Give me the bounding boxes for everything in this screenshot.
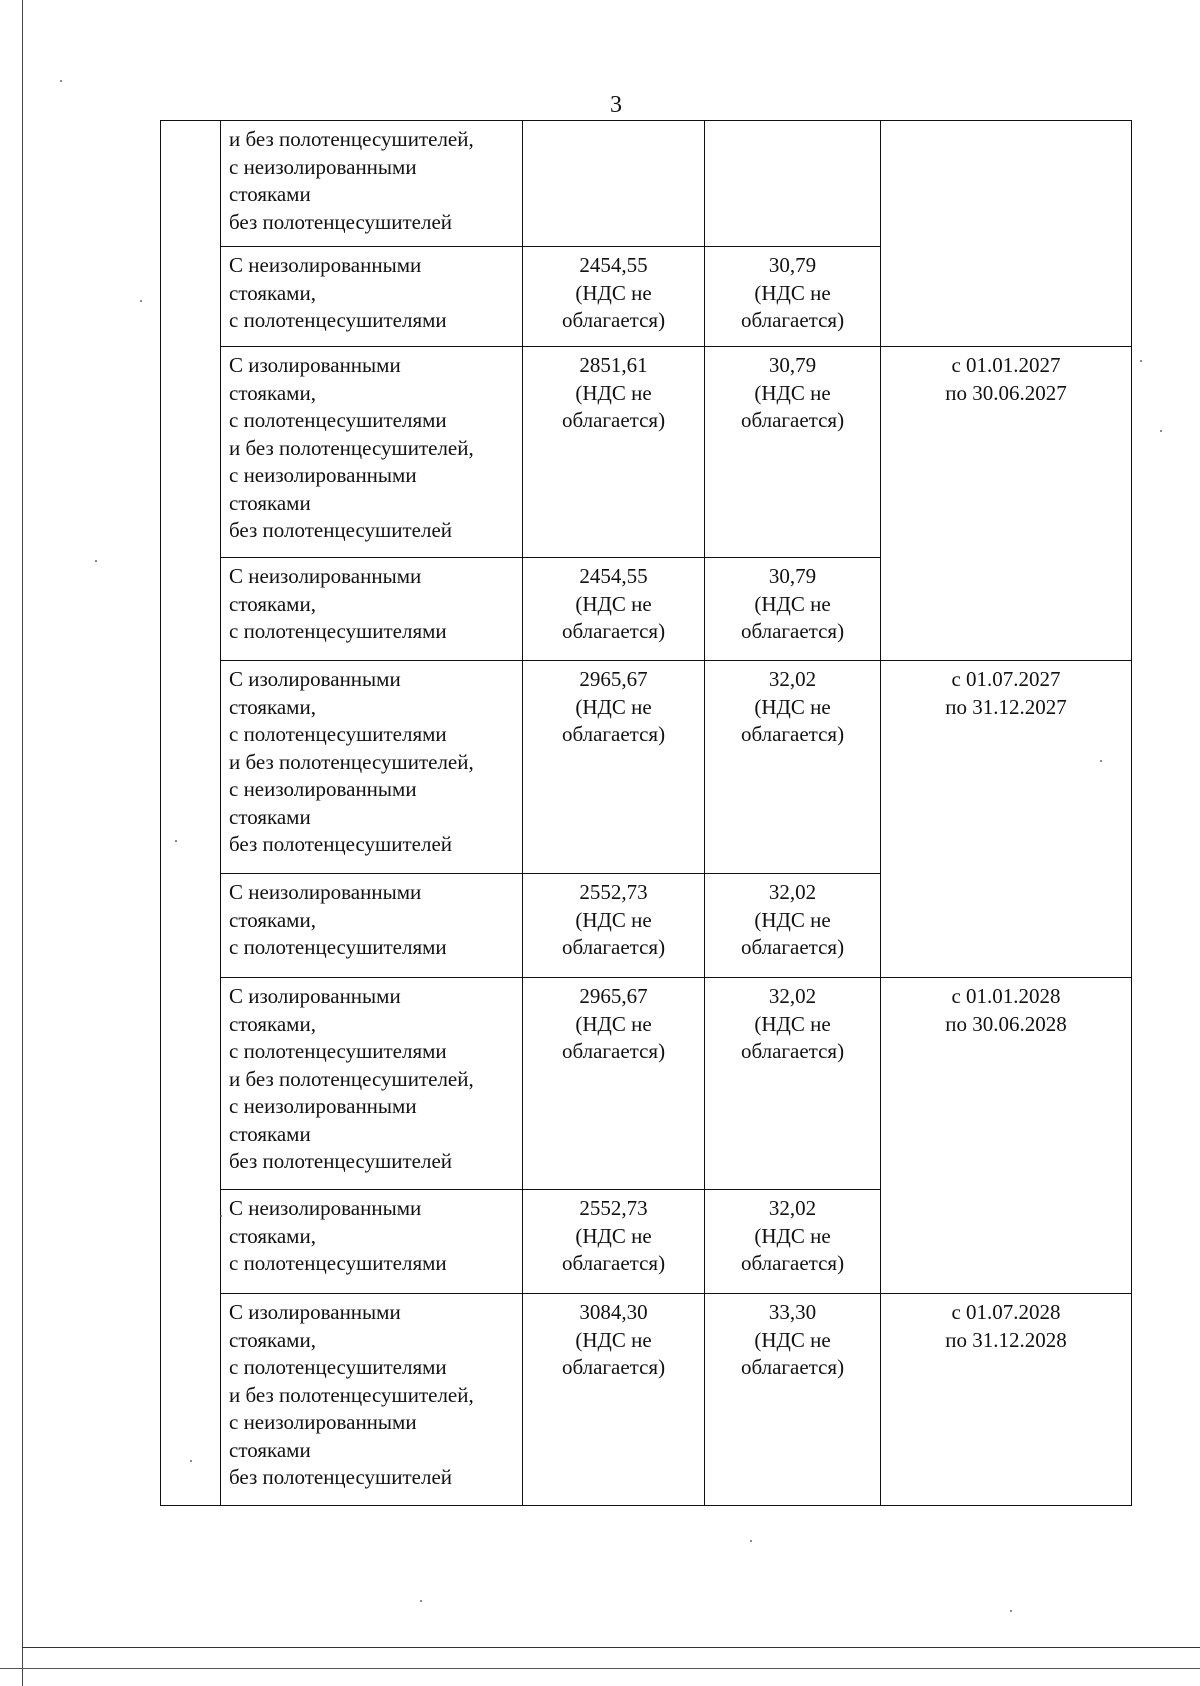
vat-note: (НДС не [754,1327,831,1352]
vat-note: облагается) [740,722,845,746]
volume-value: 32,02 [768,1196,817,1220]
period-to: по 31.12.2027 [945,694,1067,719]
table-row [161,1294,1132,1506]
vat-note: (НДС не [754,280,831,305]
vat-note: облагается) [740,1355,845,1379]
vat-note: облагается) [561,935,666,959]
scan-speck [1160,430,1162,432]
volume-value: 32,02 [768,880,817,904]
period-from: с 01.01.2027 [951,353,1061,377]
period-from: с 01.07.2027 [951,667,1061,691]
volume-cell [705,661,881,874]
price-cell [523,558,705,661]
vat-note: (НДС не [575,591,652,616]
table-row [161,121,1132,247]
scan-speck [1140,360,1142,362]
volume-cell [705,121,881,247]
scan-speck [1010,1610,1012,1612]
price-value: 2851,61 [579,353,648,377]
vat-note: (НДС не [754,907,831,932]
table-row [161,978,1132,1190]
description-cell: С неизолированными стояками, с полотенцесушителями [221,1190,523,1294]
scan-speck [60,80,62,82]
volume-value: 30,79 [768,564,817,588]
description-cell: С неизолированными стояками, с полотенцесушителями [221,247,523,347]
scan-edge-left [22,0,23,1686]
price-value: 2965,67 [579,667,648,691]
scan-speck [220,1215,222,1217]
period-to: по 30.06.2028 [945,1011,1067,1036]
vat-note: облагается) [740,1039,845,1063]
volume-cell [705,978,881,1190]
vat-note: (НДС не [754,591,831,616]
vat-note: облагается) [561,1039,666,1063]
scan-speck [1100,760,1102,762]
volume-value: 32,02 [768,667,817,691]
price-value: 2552,73 [579,1196,648,1220]
period-cell [881,1294,1132,1506]
description-cell: С изолированными стояками, с полотенцесушителями и без полотенцесушителей, с неизолированными стояками без полотенцесушителей [221,347,523,558]
price-value: 2454,55 [579,253,648,277]
period-cell [881,347,1132,661]
scan-speck [175,840,177,842]
volume-cell [705,874,881,978]
volume-cell [705,347,881,558]
vat-note: (НДС не [575,1223,652,1248]
description-cell: С изолированными стояками, с полотенцесушителями и без полотенцесушителей, с неизолированными стояками без полотенцесушителей [221,661,523,874]
volume-cell [705,1294,881,1506]
period-from: с 01.07.2028 [951,1300,1061,1324]
vat-note: облагается) [561,722,666,746]
vat-note: (НДС не [575,907,652,932]
description-cell: С неизолированными стояками, с полотенцесушителями [221,874,523,978]
vat-note: облагается) [740,935,845,959]
vat-note: (НДС не [754,694,831,719]
price-cell [523,121,705,247]
scan-speck [140,300,142,302]
vat-note: (НДС не [575,280,652,305]
scan-speck [190,1460,192,1462]
period-to: по 30.06.2027 [945,380,1067,405]
price-value: 2965,67 [579,984,648,1008]
price-cell [523,347,705,558]
period-to: по 31.12.2028 [945,1327,1067,1352]
vat-note: облагается) [561,308,666,332]
vat-note: облагается) [561,1355,666,1379]
description-cell: С неизолированными стояками, с полотенцесушителями [221,558,523,661]
vat-note: облагается) [561,408,666,432]
period-cell [881,121,1132,347]
table-row [161,661,1132,874]
price-cell [523,1190,705,1294]
table-row [161,347,1132,558]
price-cell [523,1294,705,1506]
vat-note: (НДС не [575,694,652,719]
vat-note: (НДС не [754,380,831,405]
vat-note: (НДС не [754,1223,831,1248]
volume-value: 30,79 [768,353,817,377]
volume-cell [705,1190,881,1294]
volume-value: 33,30 [768,1300,817,1324]
vat-note: облагается) [740,1251,845,1275]
price-cell [523,978,705,1190]
period-cell [881,978,1132,1294]
vat-note: облагается) [561,619,666,643]
vat-note: (НДС не [754,1011,831,1036]
description-cell: и без полотенцесушителей, с неизолированными стояками без полотенцесушителей [221,121,523,247]
scan-edge-bottom [22,1647,1200,1648]
page-number: 3 [610,92,622,118]
scan-speck [750,1540,752,1542]
vat-note: (НДС не [575,1327,652,1352]
price-value: 2454,55 [579,564,648,588]
vat-note: (НДС не [575,1011,652,1036]
price-value: 2552,73 [579,880,648,904]
vat-note: облагается) [561,1251,666,1275]
tariff-table [160,120,1132,1506]
scan-speck [420,1600,422,1602]
vat-note: облагается) [740,408,845,432]
volume-value: 30,79 [768,253,817,277]
vat-note: облагается) [740,619,845,643]
price-cell [523,661,705,874]
period-cell [881,661,1132,978]
price-value: 3084,30 [579,1300,648,1324]
period-from: с 01.01.2028 [951,984,1061,1008]
description-cell: С изолированными стояками, с полотенцесушителями и без полотенцесушителей, с неизолированными стояками без полотенцесушителей [221,978,523,1190]
price-cell [523,874,705,978]
volume-value: 32,02 [768,984,817,1008]
left-column-cell [161,121,221,1506]
scan-edge-bottom-outer [0,1668,1200,1669]
volume-cell [705,247,881,347]
scan-speck [95,560,97,562]
vat-note: (НДС не [575,380,652,405]
volume-cell [705,558,881,661]
price-cell [523,247,705,347]
vat-note: облагается) [740,308,845,332]
description-cell: С изолированными стояками, с полотенцесушителями и без полотенцесушителей, с неизолированными стояками без полотенцесушителей [221,1294,523,1506]
